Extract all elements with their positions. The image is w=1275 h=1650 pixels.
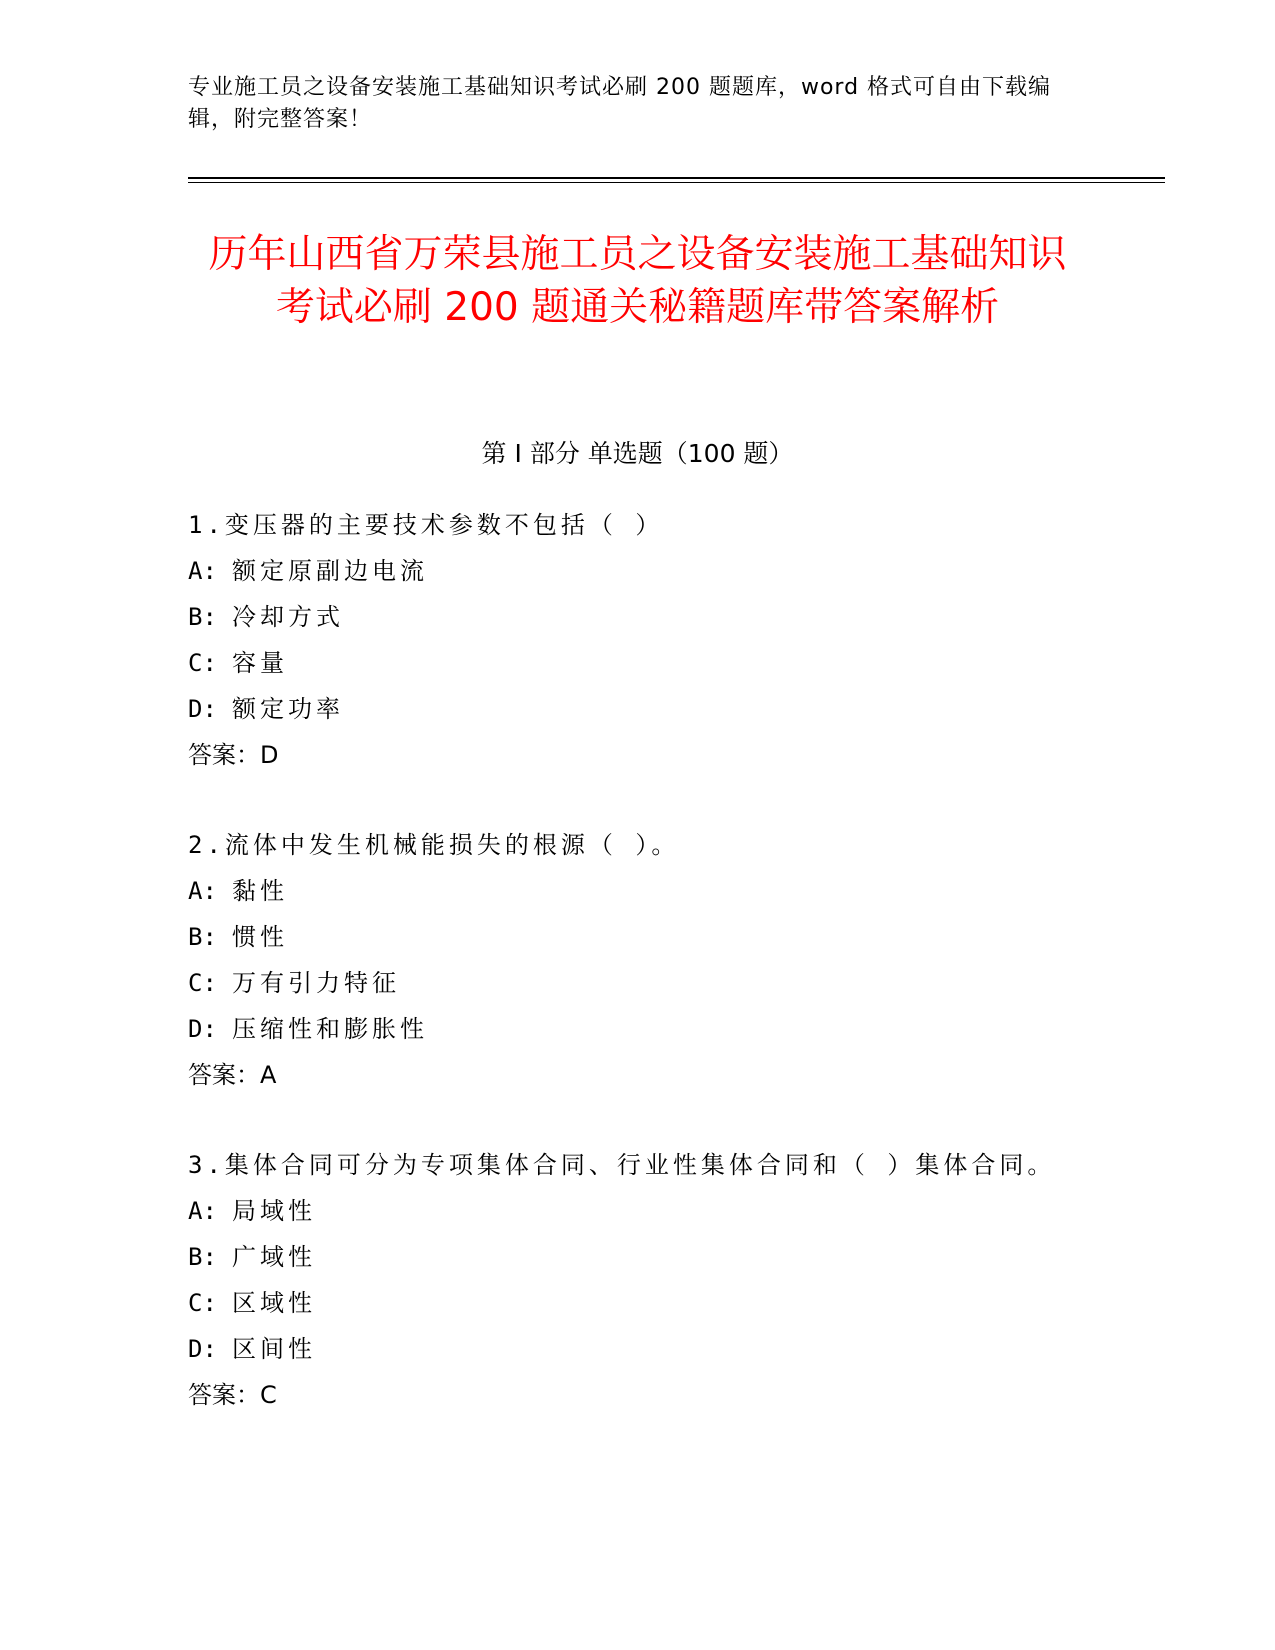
header-note: 专业施工员之设备安装施工基础知识考试必刷 200 题题库，word 格式可自由下载编辑，附完整答案！ [188,75,1052,132]
answer: 答案：A [188,1061,277,1089]
question-block [188,1142,1168,1418]
option-key: D: [188,1335,217,1363]
option-c [188,640,1168,686]
option-b [188,1234,1168,1280]
section-heading: 第 I 部分 单选题（100 题） [481,439,794,468]
option-text: 惯性 [232,923,288,951]
question-block [188,502,1168,778]
option-text: 压缩性和膨胀性 [232,1015,428,1043]
option-text: 冷却方式 [232,603,344,631]
answer: 答案：C [188,1381,277,1409]
option-key: D: [188,695,217,723]
option-text: 广域性 [232,1243,316,1271]
option-d [188,1326,1168,1372]
option-key: D: [188,1015,217,1043]
option-key: A: [188,1197,217,1225]
question-block [188,822,1168,1098]
option-key: B: [188,923,217,951]
question-stem: 2.流体中发生机械能损失的根源（ ）。 [188,831,680,859]
option-key: A: [188,557,217,585]
option-text: 额定功率 [232,695,344,723]
option-d [188,686,1168,732]
option-text: 万有引力特征 [232,969,400,997]
option-key: B: [188,603,217,631]
header-divider [188,177,1165,183]
answer: 答案：D [188,741,279,769]
option-key: C: [188,649,217,677]
option-text: 局域性 [232,1197,316,1225]
option-a [188,548,1168,594]
document-title: 历年山西省万荣县施工员之设备安装施工基础知识考试必刷 200 题通关秘籍题库带答案解析 [208,232,1067,330]
option-text: 黏性 [232,877,288,905]
question-stem: 3.集体合同可分为专项集体合同、行业性集体合同和（ ）集体合同。 [188,1151,1056,1179]
option-key: C: [188,1289,217,1317]
question-stem: 1.变压器的主要技术参数不包括（ ） [188,511,664,539]
option-text: 区域性 [232,1289,316,1317]
option-c [188,1280,1168,1326]
option-c [188,960,1168,1006]
option-b [188,594,1168,640]
option-text: 容量 [232,649,288,677]
option-text: 额定原副边电流 [232,557,428,585]
option-a [188,1188,1168,1234]
option-key: C: [188,969,217,997]
option-text: 区间性 [232,1335,316,1363]
option-key: A: [188,877,217,905]
option-b [188,914,1168,960]
option-key: B: [188,1243,217,1271]
option-d [188,1006,1168,1052]
option-a [188,868,1168,914]
